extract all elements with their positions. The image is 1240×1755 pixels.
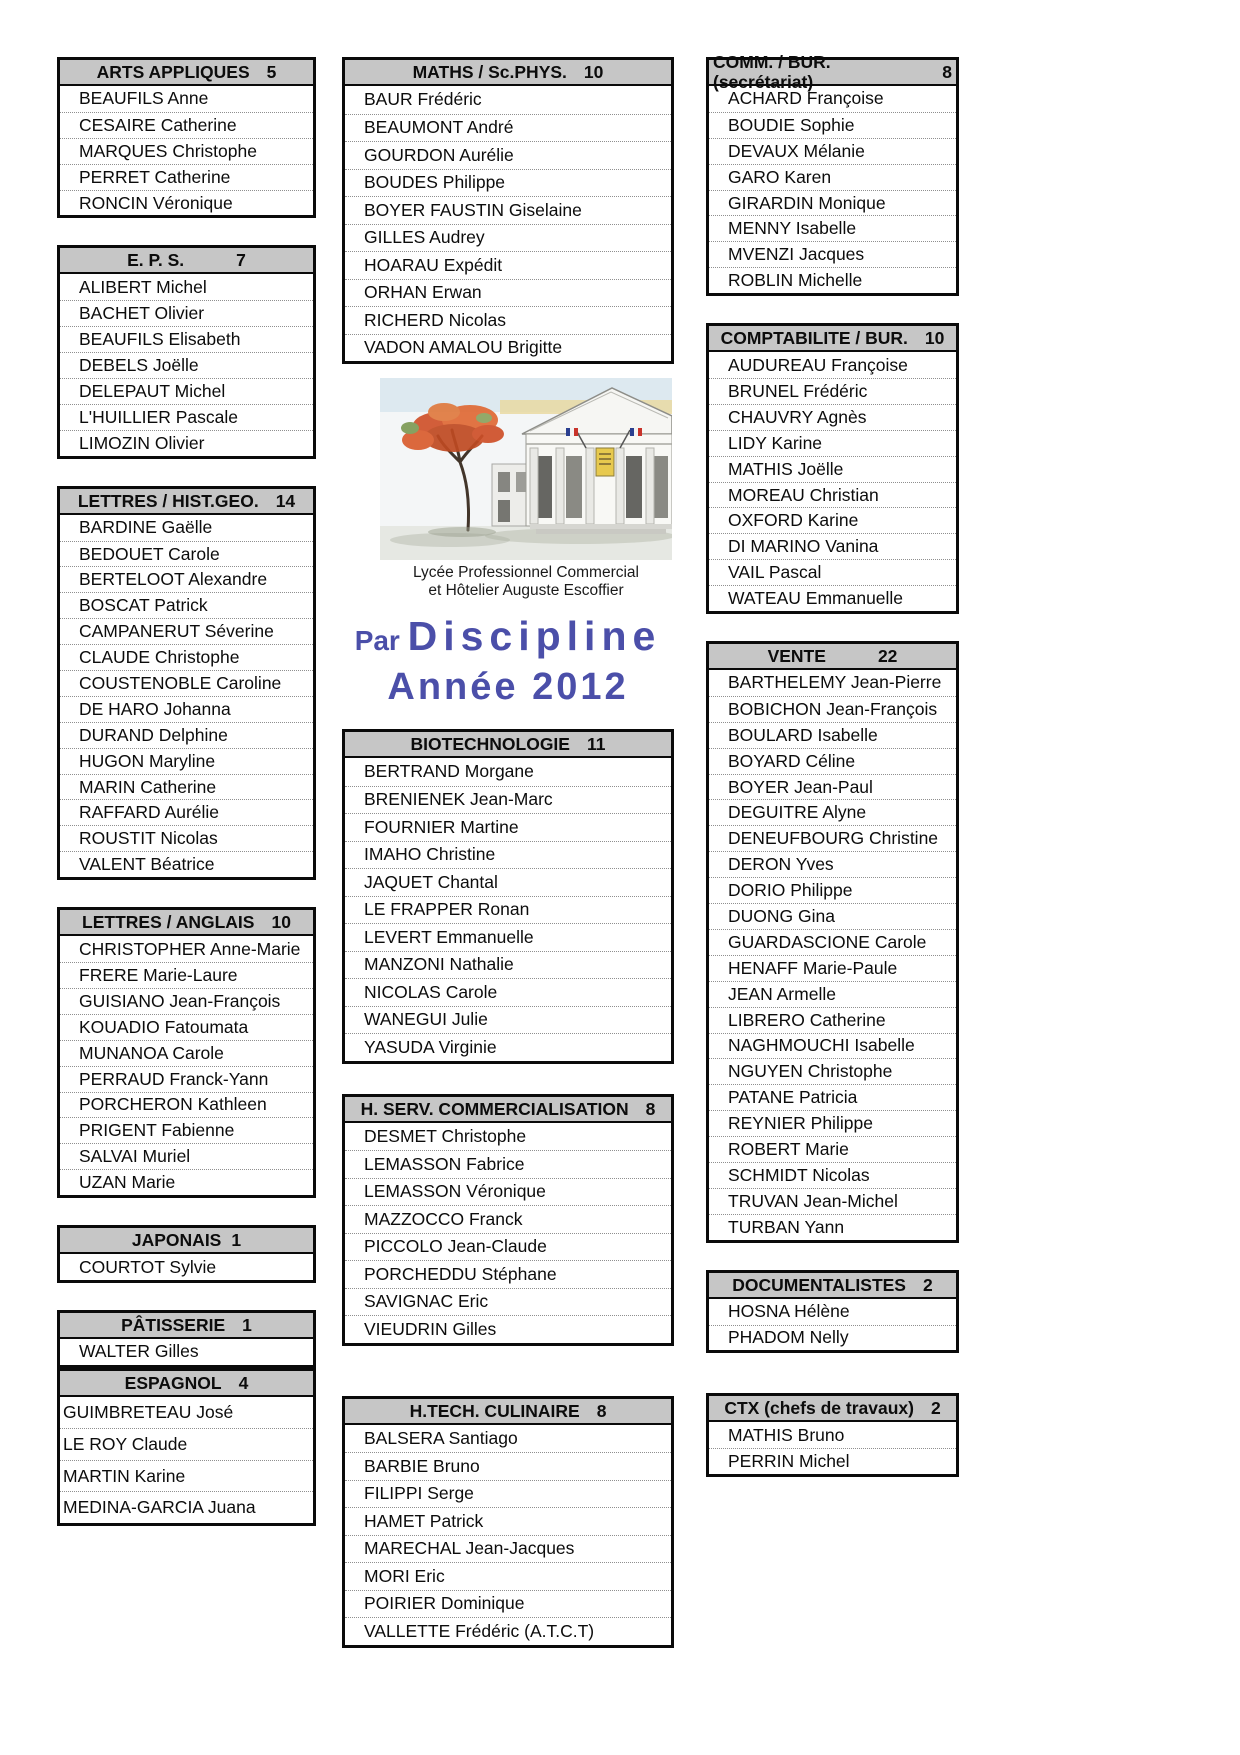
school-figure bbox=[380, 378, 672, 600]
teacher-name: ROBERT Marie bbox=[709, 1136, 956, 1162]
teacher-name: ROUSTIT Nicolas bbox=[60, 825, 313, 851]
teacher-name: MEDINA-GARCIA Juana bbox=[60, 1491, 313, 1523]
teacher-name: BOYARD Céline bbox=[709, 748, 956, 774]
discipline-title: MATHS / Sc.PHYS. bbox=[412, 62, 567, 82]
teacher-name: MATHIS Joëlle bbox=[709, 456, 956, 482]
teacher-name: L'HUILLIER Pascale bbox=[60, 404, 313, 430]
teacher-name: MOREAU Christian bbox=[709, 482, 956, 508]
discipline-header bbox=[60, 489, 313, 515]
teacher-name: DEGUITRE Alyne bbox=[709, 799, 956, 825]
page-title-line1 bbox=[342, 612, 674, 665]
discipline-box-maths bbox=[342, 57, 674, 364]
teacher-name: KOUADIO Fatoumata bbox=[60, 1014, 313, 1040]
teacher-name: GOURDON Aurélie bbox=[345, 141, 671, 169]
middle-column bbox=[342, 57, 674, 1648]
teacher-name: HUGON Maryline bbox=[60, 748, 313, 774]
teacher-name: LEVERT Emmanuelle bbox=[345, 923, 671, 951]
teacher-name: BOULARD Isabelle bbox=[709, 722, 956, 748]
teacher-list bbox=[60, 936, 313, 1195]
teacher-name: COURTOT Sylvie bbox=[79, 1256, 217, 1277]
teacher-name: DEBELS Joëlle bbox=[60, 352, 313, 378]
teacher-name: YASUDA Virginie bbox=[345, 1033, 671, 1061]
left-column bbox=[57, 57, 316, 1526]
teacher-name: PERRAUD Franck-Yann bbox=[60, 1066, 313, 1092]
discipline-count: 2 bbox=[922, 1274, 933, 1295]
teacher-name: ROBLIN Michelle bbox=[709, 267, 956, 293]
discipline-box-lettres_hist bbox=[57, 486, 316, 880]
teacher-name: BOUDIE Sophie bbox=[709, 112, 956, 138]
teacher-name: SAVIGNAC Eric bbox=[345, 1288, 671, 1316]
teacher-name: GUIMBRETEAU José bbox=[63, 1402, 234, 1423]
teacher-name: MATHIS Bruno bbox=[728, 1424, 845, 1445]
discipline-box-japonais bbox=[57, 1225, 316, 1283]
teacher-name: BOYER FAUSTIN Giselaine bbox=[345, 196, 671, 224]
teacher-name: DI MARINO Vanina bbox=[709, 533, 956, 559]
discipline-title: VENTE bbox=[767, 646, 826, 667]
teacher-name: VALLETTE Frédéric (A.T.C.T) bbox=[345, 1617, 671, 1645]
teacher-list bbox=[709, 86, 956, 293]
discipline-count: 22 bbox=[877, 646, 898, 667]
teacher-name: PORCHERON Kathleen bbox=[60, 1092, 313, 1118]
teacher-name: PICCOLO Jean-Claude bbox=[345, 1233, 671, 1261]
discipline-title: H. SERV. COMMERCIALISATION bbox=[360, 1098, 629, 1119]
teacher-name: NAGHMOUCHI Isabelle bbox=[709, 1033, 956, 1059]
discipline-count: 8 bbox=[596, 1400, 607, 1421]
teacher-name: SALVAI Muriel bbox=[60, 1143, 313, 1169]
teacher-name: BRUNEL Frédéric bbox=[709, 378, 956, 404]
discipline-title: ARTS APPLIQUES bbox=[96, 62, 250, 82]
teacher-name: FOURNIER Martine bbox=[345, 813, 671, 841]
teacher-name: PRIGENT Fabienne bbox=[60, 1117, 313, 1143]
discipline-title: COMPTABILITE / BUR. bbox=[720, 328, 908, 349]
teacher-list bbox=[345, 1425, 671, 1645]
teacher-name: IMAHO Christine bbox=[345, 841, 671, 869]
page-title-prefix: Par bbox=[354, 625, 400, 656]
teacher-name: WALTER Gilles bbox=[79, 1341, 199, 1362]
teacher-name: MANZONI Nathalie bbox=[345, 951, 671, 979]
figure-caption-line2: et Hôtelier Auguste Escoffier bbox=[428, 582, 624, 599]
teacher-name: CHAUVRY Agnès bbox=[709, 404, 956, 430]
discipline-title: H.TECH. CULINAIRE bbox=[409, 1400, 580, 1421]
discipline-title: COMM. / BUR. (secrétariat) bbox=[713, 52, 831, 92]
teacher-list bbox=[709, 352, 956, 611]
teacher-name: BEDOUET Carole bbox=[60, 541, 313, 567]
teacher-name: PORCHEDDU Stéphane bbox=[345, 1260, 671, 1288]
discipline-title: BIOTECHNOLOGIE bbox=[410, 734, 570, 754]
discipline-count: 14 bbox=[275, 490, 296, 511]
discipline-header bbox=[60, 1228, 313, 1254]
teacher-name: BOUDES Philippe bbox=[345, 169, 671, 197]
teacher-name: CAMPANERUT Séverine bbox=[60, 618, 313, 644]
teacher-name: PERRET Catherine bbox=[60, 164, 313, 190]
teacher-name: DERON Yves bbox=[709, 851, 956, 877]
discipline-box-espagnol bbox=[57, 1368, 316, 1526]
teacher-name: ACHARD Françoise bbox=[728, 88, 884, 109]
teacher-list bbox=[709, 670, 956, 1240]
teacher-name: BAUR Frédéric bbox=[364, 89, 482, 110]
teacher-name: JAQUET Chantal bbox=[345, 868, 671, 896]
teacher-name: SCHMIDT Nicolas bbox=[709, 1162, 956, 1188]
teacher-name: RAFFARD Aurélie bbox=[60, 799, 313, 825]
teacher-name: LIMOZIN Olivier bbox=[60, 430, 313, 456]
teacher-name: MUNANOA Carole bbox=[60, 1040, 313, 1066]
discipline-count: 4 bbox=[238, 1372, 249, 1393]
discipline-count: 5 bbox=[266, 62, 277, 82]
discipline-box-documentalistes bbox=[706, 1270, 959, 1354]
teacher-name: GILLES Audrey bbox=[345, 224, 671, 252]
teacher-name: ORHAN Erwan bbox=[345, 279, 671, 307]
discipline-count: 10 bbox=[924, 328, 945, 349]
teacher-name: MORI Eric bbox=[345, 1562, 671, 1590]
teacher-name: BEAUMONT André bbox=[345, 114, 671, 142]
teacher-name: BACHET Olivier bbox=[60, 300, 313, 326]
teacher-name: DEVAUX Mélanie bbox=[709, 138, 956, 164]
teacher-name: LEMASSON Fabrice bbox=[345, 1150, 671, 1178]
teacher-list bbox=[709, 1299, 956, 1351]
discipline-title: JAPONAIS bbox=[131, 1230, 222, 1251]
teacher-name: DUONG Gina bbox=[709, 903, 956, 929]
teacher-name: MARIN Catherine bbox=[60, 774, 313, 800]
discipline-count: 11 bbox=[586, 734, 606, 754]
discipline-count: 1 bbox=[231, 1230, 242, 1251]
teacher-name: TRUVAN Jean-Michel bbox=[709, 1188, 956, 1214]
discipline-header bbox=[345, 1399, 671, 1425]
teacher-name: PATANE Patricia bbox=[709, 1084, 956, 1110]
teacher-name: FILIPPI Serge bbox=[345, 1480, 671, 1508]
discipline-box-ctx bbox=[706, 1393, 959, 1477]
figure-caption-line1: Lycée Professionnel Commercial bbox=[413, 564, 639, 581]
page-title-main: Discipline bbox=[407, 613, 662, 659]
teacher-name: JEAN Armelle bbox=[709, 981, 956, 1007]
teacher-list bbox=[60, 515, 313, 877]
discipline-title: DOCUMENTALISTES bbox=[732, 1274, 906, 1295]
page-title-line2: Année 2012 bbox=[387, 666, 629, 708]
teacher-name: MARECHAL Jean-Jacques bbox=[345, 1535, 671, 1563]
discipline-box-arts bbox=[57, 57, 316, 218]
teacher-name: MARQUES Christophe bbox=[60, 138, 313, 164]
discipline-count: 10 bbox=[271, 912, 291, 933]
teacher-list bbox=[60, 1254, 313, 1280]
teacher-name: GUISIANO Jean-François bbox=[60, 988, 313, 1014]
discipline-count: 7 bbox=[236, 250, 246, 271]
teacher-name: MARTIN Karine bbox=[60, 1460, 313, 1492]
discipline-box-eps bbox=[57, 245, 316, 458]
teacher-name: TURBAN Yann bbox=[709, 1214, 956, 1240]
teacher-name: COUSTENOBLE Caroline bbox=[60, 670, 313, 696]
teacher-name: DESMET Christophe bbox=[364, 1125, 527, 1146]
discipline-header bbox=[709, 326, 956, 352]
figure-caption bbox=[380, 564, 672, 600]
discipline-header bbox=[345, 60, 671, 86]
teacher-name: BARTHELEMY Jean-Pierre bbox=[728, 672, 942, 693]
right-column bbox=[706, 52, 959, 1477]
teacher-name: DURAND Delphine bbox=[60, 722, 313, 748]
discipline-box-compta_bur bbox=[706, 323, 959, 614]
teacher-name: LIDY Karine bbox=[709, 430, 956, 456]
teacher-name: HOSNA Hélène bbox=[728, 1301, 850, 1322]
teacher-name: BERTELOOT Alexandre bbox=[60, 566, 313, 592]
teacher-name: POIRIER Dominique bbox=[345, 1590, 671, 1618]
teacher-name: RICHERD Nicolas bbox=[345, 306, 671, 334]
discipline-title: PÂTISSERIE bbox=[121, 1314, 226, 1335]
discipline-header bbox=[60, 910, 313, 936]
discipline-header bbox=[345, 1097, 671, 1123]
teacher-name: PHADOM Nelly bbox=[709, 1325, 956, 1351]
teacher-name: MVENZI Jacques bbox=[709, 241, 956, 267]
teacher-name: BOSCAT Patrick bbox=[60, 592, 313, 618]
discipline-box-vente bbox=[706, 641, 959, 1243]
teacher-name: CHRISTOPHER Anne-Marie bbox=[79, 938, 301, 959]
discipline-box-hserv bbox=[342, 1094, 674, 1346]
school-building-illustration bbox=[380, 378, 672, 560]
teacher-name: DORIO Philippe bbox=[709, 877, 956, 903]
discipline-header bbox=[60, 248, 313, 274]
discipline-header bbox=[60, 60, 313, 86]
teacher-name: AUDUREAU Françoise bbox=[728, 354, 908, 375]
discipline-header bbox=[709, 1273, 956, 1299]
teacher-name: VALENT Béatrice bbox=[60, 851, 313, 877]
discipline-count: 2 bbox=[930, 1398, 941, 1419]
teacher-name: PERRIN Michel bbox=[709, 1448, 956, 1474]
title-block bbox=[342, 612, 674, 709]
discipline-count: 8 bbox=[645, 1098, 656, 1119]
discipline-header bbox=[709, 1396, 956, 1422]
discipline-box-comm_bur bbox=[706, 52, 959, 296]
discipline-header bbox=[345, 732, 671, 758]
teacher-name: LIBRERO Catherine bbox=[709, 1007, 956, 1033]
teacher-name: DENEUFBOURG Christine bbox=[709, 825, 956, 851]
teacher-name: CLAUDE Christophe bbox=[60, 644, 313, 670]
teacher-list bbox=[60, 86, 313, 215]
teacher-name: GUARDASCIONE Carole bbox=[709, 929, 956, 955]
discipline-box-patisserie bbox=[57, 1310, 316, 1368]
teacher-name: NGUYEN Christophe bbox=[709, 1058, 956, 1084]
teacher-name: LE FRAPPER Ronan bbox=[345, 896, 671, 924]
teacher-name: MENNY Isabelle bbox=[709, 215, 956, 241]
teacher-name: HAMET Patrick bbox=[345, 1507, 671, 1535]
discipline-header bbox=[60, 1313, 313, 1339]
teacher-name: DE HARO Johanna bbox=[60, 696, 313, 722]
teacher-name: BRENIENEK Jean-Marc bbox=[345, 786, 671, 814]
discipline-title: CTX (chefs de travaux) bbox=[724, 1398, 914, 1419]
teacher-name: VIEUDRIN Gilles bbox=[345, 1315, 671, 1343]
teacher-list bbox=[60, 274, 313, 455]
teacher-name: BOYER Jean-Paul bbox=[709, 774, 956, 800]
discipline-count: 1 bbox=[242, 1314, 252, 1335]
teacher-name: MAZZOCCO Franck bbox=[345, 1205, 671, 1233]
discipline-box-biotech bbox=[342, 729, 674, 1064]
discipline-title: LETTRES / HIST.GEO. bbox=[77, 490, 259, 511]
teacher-name: OXFORD Karine bbox=[709, 507, 956, 533]
teacher-name: HOARAU Expédit bbox=[345, 251, 671, 279]
teacher-name: UZAN Marie bbox=[60, 1169, 313, 1195]
teacher-list bbox=[345, 1123, 671, 1343]
teacher-name: GARO Karen bbox=[709, 164, 956, 190]
discipline-title: ESPAGNOL bbox=[124, 1372, 222, 1393]
discipline-header bbox=[709, 52, 956, 92]
teacher-name: REYNIER Philippe bbox=[709, 1110, 956, 1136]
teacher-name: LE ROY Claude bbox=[60, 1428, 313, 1460]
teacher-name: LEMASSON Véronique bbox=[345, 1178, 671, 1206]
discipline-title: LETTRES / ANGLAIS bbox=[82, 912, 255, 933]
teacher-name: VADON AMALOU Brigitte bbox=[345, 334, 671, 362]
discipline-header bbox=[709, 644, 956, 670]
teacher-name: HENAFF Marie-Paule bbox=[709, 955, 956, 981]
discipline-title: E. P. S. bbox=[127, 250, 185, 271]
teacher-name: WANEGUI Julie bbox=[345, 1006, 671, 1034]
teacher-name: WATEAU Emmanuelle bbox=[709, 585, 956, 611]
teacher-name: FRERE Marie-Laure bbox=[60, 962, 313, 988]
teacher-name: BARBIE Bruno bbox=[345, 1452, 671, 1480]
teacher-name: GIRARDIN Monique bbox=[709, 190, 956, 216]
teacher-name: BEAUFILS Anne bbox=[79, 88, 209, 109]
discipline-header bbox=[60, 1371, 313, 1397]
discipline-box-lettres_anglais bbox=[57, 907, 316, 1198]
discipline-box-culinaire bbox=[342, 1396, 674, 1648]
teacher-list bbox=[60, 1339, 313, 1365]
teacher-name: ALIBERT Michel bbox=[79, 276, 207, 297]
teacher-list bbox=[345, 86, 671, 361]
teacher-list bbox=[345, 758, 671, 1061]
teacher-name: BEAUFILS Elisabeth bbox=[60, 326, 313, 352]
discipline-count: 10 bbox=[583, 62, 604, 82]
teacher-name: RONCIN Véronique bbox=[60, 190, 313, 216]
teacher-name: DELEPAUT Michel bbox=[60, 378, 313, 404]
teacher-name: BARDINE Gaëlle bbox=[79, 517, 213, 538]
teacher-name: CESAIRE Catherine bbox=[60, 112, 313, 138]
discipline-count: 8 bbox=[942, 62, 952, 82]
teacher-name: VAIL Pascal bbox=[709, 559, 956, 585]
teacher-name: BERTRAND Morgane bbox=[364, 761, 534, 782]
teacher-list bbox=[709, 1422, 956, 1474]
teacher-name: BOBICHON Jean-François bbox=[709, 696, 956, 722]
teacher-name: BALSERA Santiago bbox=[364, 1427, 518, 1448]
teacher-list bbox=[60, 1397, 313, 1523]
teacher-name: NICOLAS Carole bbox=[345, 978, 671, 1006]
